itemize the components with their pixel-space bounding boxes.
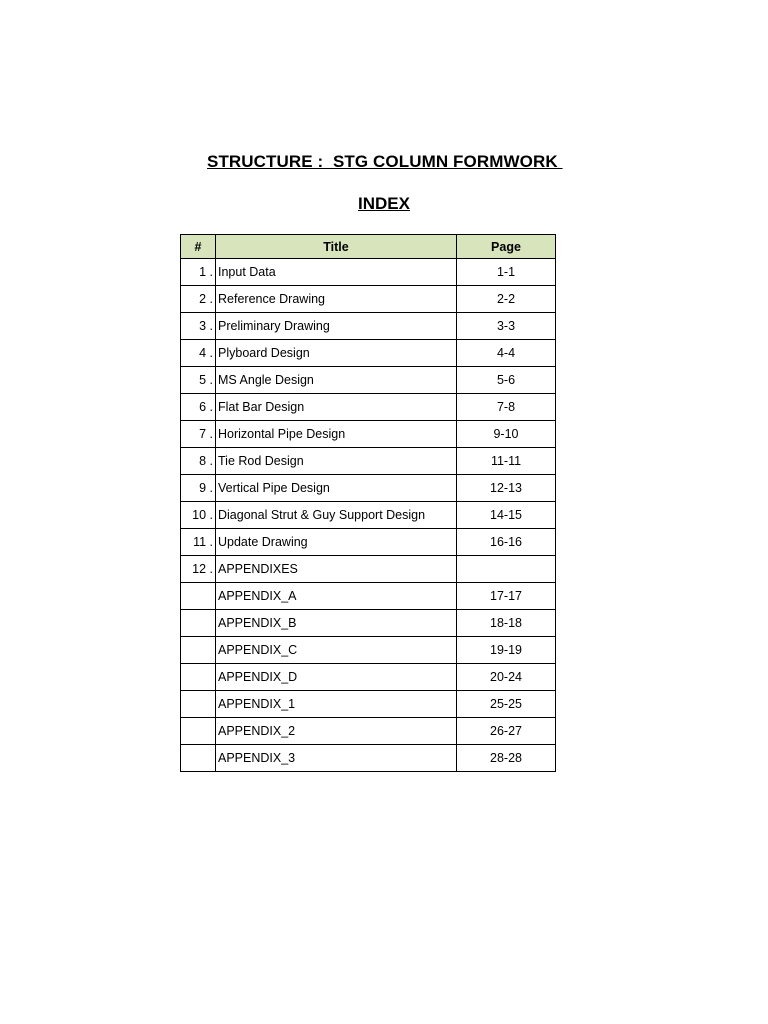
row-title: APPENDIX_B <box>216 610 457 637</box>
row-number: 4 . <box>181 340 216 367</box>
index-title: INDEX <box>358 194 410 213</box>
row-number: 12 . <box>181 556 216 583</box>
row-title: APPENDIX_D <box>216 664 457 691</box>
table-row <box>181 502 556 529</box>
row-number <box>181 610 216 637</box>
row-title: Update Drawing <box>216 529 457 556</box>
row-page: 7-8 <box>457 394 556 421</box>
table-row <box>181 664 556 691</box>
row-title: APPENDIX_1 <box>216 691 457 718</box>
row-title: APPENDIX_3 <box>216 745 457 772</box>
row-page: 1-1 <box>457 259 556 286</box>
row-title: Tie Rod Design <box>216 448 457 475</box>
index-table <box>180 234 556 772</box>
row-number <box>181 745 216 772</box>
row-title: MS Angle Design <box>216 367 457 394</box>
table-row <box>181 313 556 340</box>
row-title: APPENDIX_2 <box>216 718 457 745</box>
row-number: 7 . <box>181 421 216 448</box>
row-number <box>181 718 216 745</box>
index-table-header <box>181 235 556 259</box>
row-title: APPENDIX_A <box>216 583 457 610</box>
row-title: Input Data <box>216 259 457 286</box>
row-number: 1 . <box>181 259 216 286</box>
row-number: 2 . <box>181 286 216 313</box>
row-title: Reference Drawing <box>216 286 457 313</box>
row-page: 14-15 <box>457 502 556 529</box>
row-page: 16-16 <box>457 529 556 556</box>
row-title: APPENDIXES <box>216 556 457 583</box>
row-number: 5 . <box>181 367 216 394</box>
row-number: 3 . <box>181 313 216 340</box>
row-number: 6 . <box>181 394 216 421</box>
row-number <box>181 691 216 718</box>
row-page: 3-3 <box>457 313 556 340</box>
table-row <box>181 637 556 664</box>
header-page: Page <box>457 235 556 259</box>
row-page <box>457 556 556 583</box>
table-row <box>181 475 556 502</box>
row-title: APPENDIX_C <box>216 637 457 664</box>
structure-title: STRUCTURE : STG COLUMN FORMWORK <box>207 152 563 171</box>
row-title: Diagonal Strut & Guy Support Design <box>216 502 457 529</box>
row-page: 18-18 <box>457 610 556 637</box>
table-row <box>181 394 556 421</box>
table-row <box>181 448 556 475</box>
row-page: 17-17 <box>457 583 556 610</box>
row-title: Preliminary Drawing <box>216 313 457 340</box>
index-table-body <box>181 259 556 772</box>
row-page: 26-27 <box>457 718 556 745</box>
row-number <box>181 637 216 664</box>
table-row <box>181 367 556 394</box>
row-page: 2-2 <box>457 286 556 313</box>
header-title: Title <box>216 235 457 259</box>
table-row <box>181 421 556 448</box>
row-number: 10 . <box>181 502 216 529</box>
table-row <box>181 340 556 367</box>
row-page: 12-13 <box>457 475 556 502</box>
row-page: 9-10 <box>457 421 556 448</box>
header-row <box>181 235 556 259</box>
row-title: Flat Bar Design <box>216 394 457 421</box>
row-title: Plyboard Design <box>216 340 457 367</box>
row-page: 11-11 <box>457 448 556 475</box>
table-row <box>181 718 556 745</box>
table-row <box>181 610 556 637</box>
row-number <box>181 664 216 691</box>
table-row <box>181 691 556 718</box>
row-number: 8 . <box>181 448 216 475</box>
header-num: # <box>181 235 216 259</box>
table-row <box>181 259 556 286</box>
row-page: 20-24 <box>457 664 556 691</box>
table-row <box>181 529 556 556</box>
row-page: 4-4 <box>457 340 556 367</box>
row-number: 11 . <box>181 529 216 556</box>
row-page: 28-28 <box>457 745 556 772</box>
row-page: 5-6 <box>457 367 556 394</box>
row-number: 9 . <box>181 475 216 502</box>
row-number <box>181 583 216 610</box>
table-row <box>181 745 556 772</box>
table-row <box>181 556 556 583</box>
table-row <box>181 286 556 313</box>
row-title: Horizontal Pipe Design <box>216 421 457 448</box>
row-title: Vertical Pipe Design <box>216 475 457 502</box>
row-page: 25-25 <box>457 691 556 718</box>
table-row <box>181 583 556 610</box>
row-page: 19-19 <box>457 637 556 664</box>
